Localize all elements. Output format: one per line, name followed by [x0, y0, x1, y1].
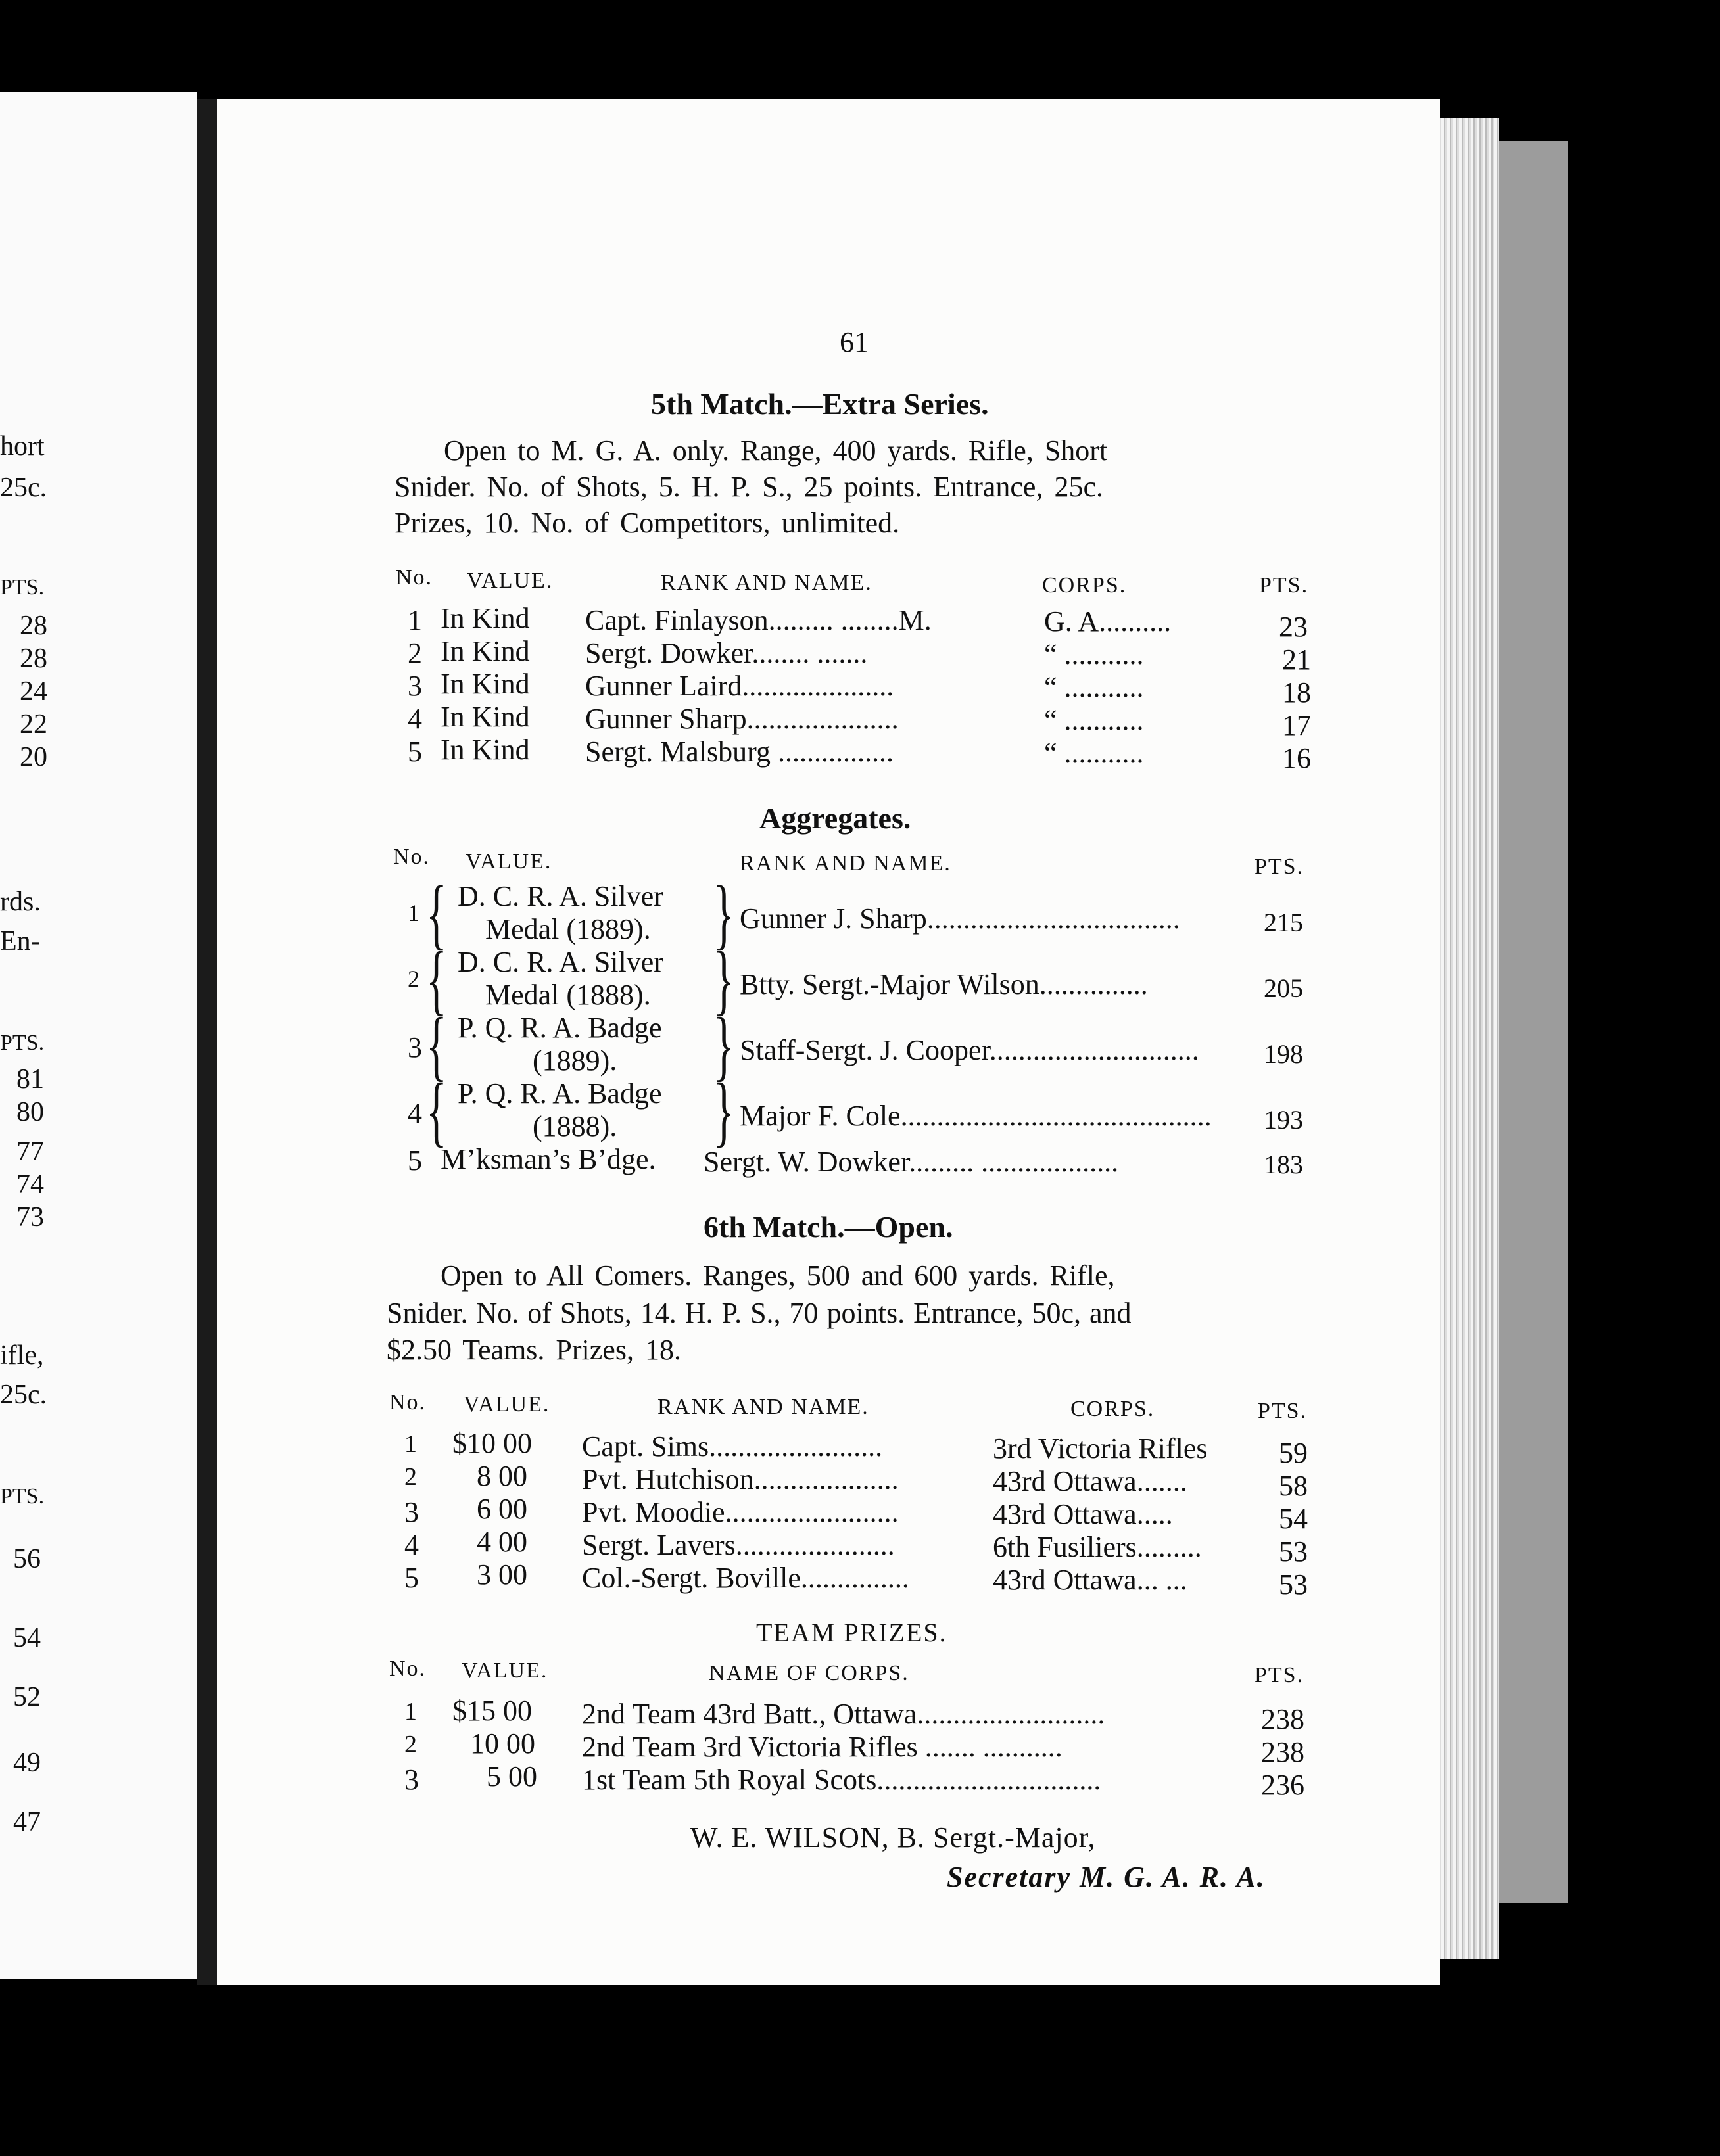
left-text: 25c.	[0, 473, 47, 503]
col-header-corps: CORPS.	[1070, 1397, 1155, 1421]
right-brace: }	[713, 1067, 734, 1154]
row-value: 4 00	[477, 1526, 527, 1558]
row-value: 8 00	[477, 1460, 527, 1492]
row-name: Btty. Sergt.-Major Wilson...............	[740, 968, 1148, 1000]
left-text: 73	[16, 1202, 44, 1232]
row-value: In Kind	[441, 668, 530, 700]
col-header-name: NAME OF CORPS.	[709, 1661, 909, 1685]
row-name: Gunner Laird.....................	[585, 670, 894, 702]
left-text: 20	[20, 742, 47, 772]
row-value: In Kind	[441, 635, 530, 667]
row-value: $15 00	[452, 1695, 532, 1727]
left-text: 25c.	[0, 1380, 47, 1410]
right-brace: }	[713, 1001, 734, 1089]
col-header-no: No.	[396, 565, 433, 590]
left-text: PTS.	[0, 1031, 45, 1055]
left-text: 47	[13, 1807, 41, 1837]
row-no: 2	[404, 1731, 417, 1758]
row-no: 5	[408, 1144, 422, 1177]
row-name: Gunner J. Sharp...................................	[740, 902, 1180, 935]
row-pts: 53	[1279, 1568, 1308, 1601]
row-pts: 58	[1279, 1470, 1308, 1502]
signature-title: Secretary M. G. A. R. A.	[947, 1861, 1266, 1893]
row-value: In Kind	[441, 602, 530, 634]
row-value-line2: Medal (1888).	[485, 979, 651, 1011]
col-header-name: RANK AND NAME.	[657, 1395, 869, 1419]
row-no: 1	[408, 900, 419, 926]
row-no: 2	[408, 966, 419, 992]
col-header-pts: PTS.	[1259, 573, 1309, 598]
row-pts: 183	[1264, 1150, 1303, 1179]
row-name: Gunner Sharp.....................	[585, 703, 899, 735]
row-no: 2	[404, 1463, 417, 1491]
row-name: 2nd Team 3rd Victoria Rifles ....... ...........	[582, 1731, 1063, 1763]
left-text: 74	[16, 1169, 44, 1200]
match6-title: 6th Match.—Open.	[704, 1210, 953, 1244]
row-value-line1: D. C. R. A. Silver	[458, 946, 663, 978]
row-pts: 238	[1261, 1703, 1304, 1735]
book-cover-edge	[1496, 141, 1568, 1903]
row-value: M’ksman’s B’dge.	[441, 1143, 656, 1175]
left-brace: {	[426, 935, 447, 1023]
row-corps: “ ...........	[1044, 638, 1144, 670]
row-value: $10 00	[452, 1427, 532, 1459]
row-no: 1	[408, 604, 422, 636]
row-no: 5	[404, 1562, 419, 1594]
row-name: Pvt. Moodie........................	[582, 1496, 899, 1528]
left-text: 56	[13, 1544, 41, 1574]
match5-title: 5th Match.—Extra Series.	[651, 387, 989, 421]
row-name: Capt. Finlayson......... ........M.	[585, 604, 932, 636]
row-name: 2nd Team 43rd Batt., Ottawa..........................	[582, 1698, 1105, 1730]
row-name: Major F. Cole...........................................	[740, 1100, 1212, 1132]
col-header-name: RANK AND NAME.	[740, 851, 951, 876]
left-text: 80	[16, 1097, 44, 1127]
row-corps: “ ...........	[1044, 737, 1144, 769]
row-pts: 236	[1261, 1769, 1304, 1801]
row-pts: 18	[1282, 676, 1311, 709]
row-no: 3	[404, 1764, 419, 1796]
match6-text-line: Snider. No. of Shots, 14. H. P. S., 70 points. Entrance, 50c, and	[387, 1297, 1132, 1329]
row-no: 3	[408, 670, 422, 702]
col-header-pts: PTS.	[1258, 1399, 1308, 1423]
row-name: Sergt. W. Dowker......... ...................	[704, 1146, 1119, 1178]
row-corps: “ ...........	[1044, 671, 1144, 703]
row-no: 4	[408, 1097, 422, 1129]
left-text: ifle,	[0, 1340, 44, 1371]
page-number: 61	[840, 326, 869, 358]
col-header-value: VALUE.	[467, 569, 554, 593]
left-text: 52	[13, 1682, 41, 1712]
left-text: 24	[20, 676, 47, 707]
row-value: 10 00	[470, 1727, 535, 1760]
row-name: Sergt. Lavers......................	[582, 1529, 895, 1561]
left-text: PTS.	[0, 1484, 45, 1509]
left-brace: {	[426, 1001, 447, 1089]
row-name: Sergt. Malsburg ................	[585, 736, 894, 768]
match5-text-line: Prizes, 10. No. of Competitors, unlimited.	[394, 507, 900, 539]
row-value-line2: (1889).	[533, 1044, 617, 1077]
col-header-pts: PTS.	[1254, 1663, 1304, 1687]
col-header-name: RANK AND NAME.	[661, 571, 872, 595]
match6-text-line: Open to All Comers. Ranges, 500 and 600 yards. Rifle,	[441, 1259, 1115, 1292]
row-value-line1: P. Q. R. A. Badge	[458, 1012, 662, 1044]
left-text: 77	[16, 1137, 44, 1167]
col-header-value: VALUE.	[464, 1392, 550, 1417]
aggregates-title: Aggregates.	[759, 801, 911, 835]
row-pts: 198	[1264, 1039, 1303, 1069]
row-pts: 54	[1279, 1503, 1308, 1535]
row-no: 4	[408, 703, 422, 735]
row-name: Pvt. Hutchison....................	[582, 1463, 899, 1495]
row-name: Col.-Sergt. Boville...............	[582, 1562, 909, 1594]
row-pts: 16	[1282, 742, 1311, 774]
row-no: 2	[408, 637, 422, 669]
left-text: 28	[20, 644, 47, 674]
row-name: Staff-Sergt. J. Cooper.............................	[740, 1034, 1199, 1066]
left-facing-page-fragment	[0, 92, 197, 1979]
left-text: hort	[0, 431, 45, 461]
team-prizes-title: TEAM PRIZES.	[756, 1618, 947, 1647]
match6-text-line: $2.50 Teams. Prizes, 18.	[387, 1334, 681, 1366]
right-brace: }	[713, 870, 734, 957]
row-name: Sergt. Dowker........ .......	[585, 637, 868, 669]
col-header-no: No.	[389, 1656, 427, 1681]
col-header-pts: PTS.	[1254, 855, 1304, 879]
row-value-line1: D. C. R. A. Silver	[458, 880, 663, 912]
left-text: rds.	[0, 887, 41, 917]
page-edges	[1433, 118, 1499, 1959]
main-page	[217, 99, 1440, 1985]
row-pts: 59	[1279, 1437, 1308, 1469]
row-value: 6 00	[477, 1493, 527, 1525]
left-text: 81	[16, 1064, 44, 1094]
match5-text-line: Open to M. G. A. only. Range, 400 yards. Rifle, Short	[444, 434, 1108, 467]
row-pts: 238	[1261, 1736, 1304, 1768]
left-text: PTS.	[0, 575, 45, 599]
row-corps: 43rd Ottawa.......	[993, 1465, 1187, 1497]
row-value-line2: (1888).	[533, 1110, 617, 1142]
row-no: 1	[404, 1698, 417, 1725]
row-name: Capt. Sims........................	[582, 1430, 883, 1463]
row-pts: 193	[1264, 1105, 1303, 1135]
row-value: 3 00	[477, 1558, 527, 1591]
col-header-no: No.	[393, 845, 431, 869]
right-brace: }	[713, 935, 734, 1023]
row-value: In Kind	[441, 734, 530, 766]
row-corps: 6th Fusiliers.........	[993, 1531, 1202, 1563]
row-pts: 23	[1279, 611, 1308, 643]
left-text: En-	[0, 926, 40, 956]
row-corps: 43rd Ottawa... ...	[993, 1564, 1187, 1596]
row-corps: 43rd Ottawa.....	[993, 1498, 1173, 1530]
col-header-value: VALUE.	[462, 1658, 548, 1683]
row-no: 4	[404, 1529, 419, 1561]
left-brace: {	[426, 1067, 447, 1154]
row-pts: 21	[1282, 644, 1311, 676]
left-text: 22	[20, 709, 47, 739]
col-header-corps: CORPS.	[1042, 573, 1127, 598]
row-value: 5 00	[487, 1760, 537, 1793]
left-text: 54	[13, 1623, 41, 1653]
row-no: 3	[404, 1496, 419, 1528]
row-pts: 53	[1279, 1535, 1308, 1568]
row-value-line2: Medal (1889).	[485, 913, 651, 945]
row-value-line1: P. Q. R. A. Badge	[458, 1077, 662, 1110]
row-pts: 17	[1282, 709, 1311, 741]
signature-name: W. E. WILSON, B. Sergt.-Major,	[690, 1821, 1096, 1854]
row-pts: 205	[1264, 973, 1303, 1003]
row-pts: 215	[1264, 908, 1303, 937]
row-no: 1	[404, 1430, 417, 1458]
left-text: 28	[20, 611, 47, 641]
col-header-value: VALUE.	[466, 849, 552, 874]
row-corps: “ ...........	[1044, 704, 1144, 736]
row-no: 5	[408, 736, 422, 768]
row-name: 1st Team 5th Royal Scots...............................	[582, 1764, 1101, 1796]
left-brace: {	[426, 870, 447, 957]
row-corps: 3rd Victoria Rifles	[993, 1432, 1208, 1465]
match5-text-line: Snider. No. of Shots, 5. H. P. S., 25 points. Entrance, 25c.	[394, 471, 1103, 503]
left-text: 49	[13, 1748, 41, 1778]
row-no: 3	[408, 1031, 422, 1064]
col-header-no: No.	[389, 1390, 427, 1415]
row-value: In Kind	[441, 701, 530, 733]
row-corps: G. A..........	[1044, 605, 1172, 638]
